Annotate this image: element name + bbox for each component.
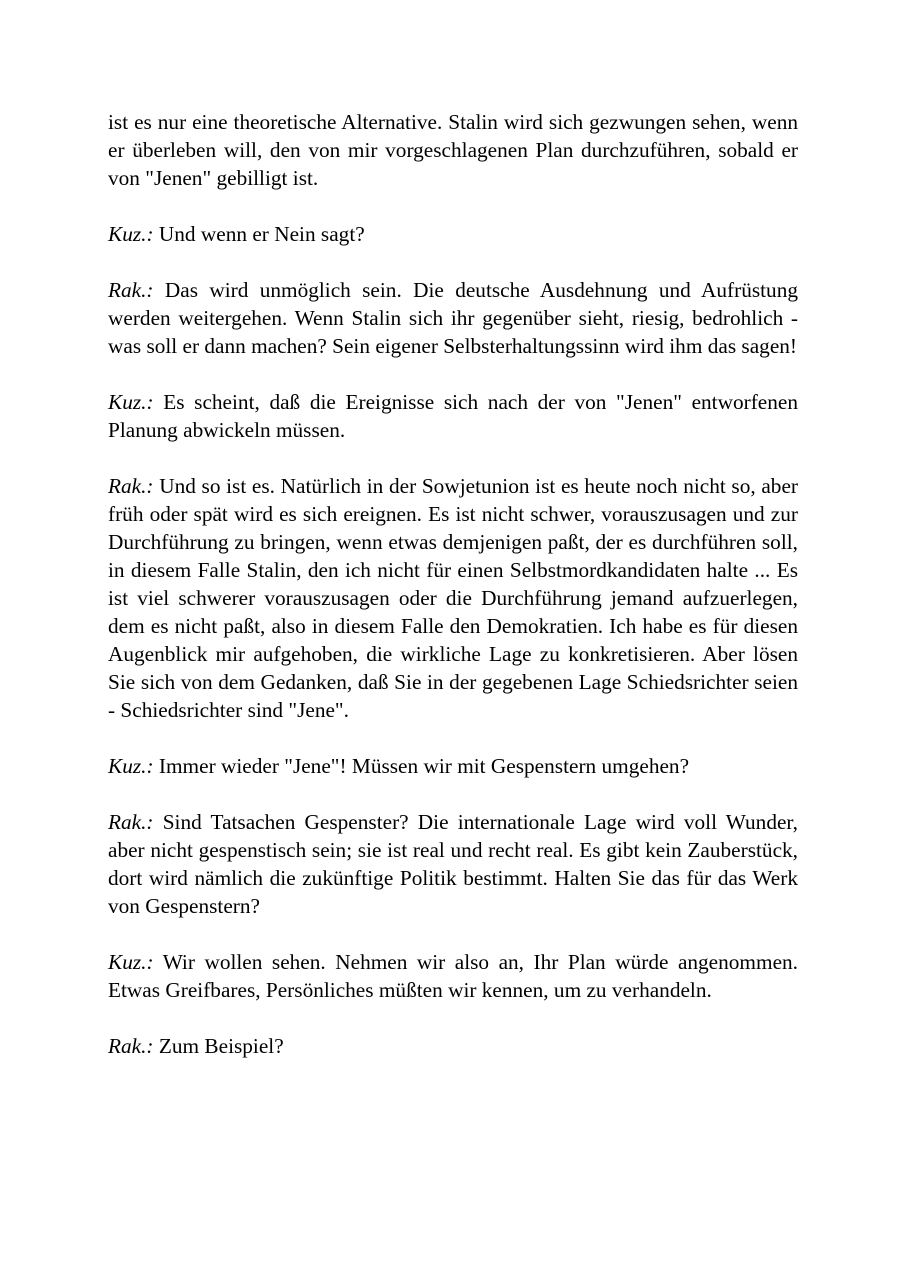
dialogue-paragraph bbox=[108, 276, 798, 360]
paragraph-text: ist es nur eine theoretische Alternative. Stalin wird sich gezwungen sehen, wenn er überleben will, den von mir vorgeschlagenen Plan durchzuführen, sobald er von "Jenen" gebilligt ist. bbox=[108, 110, 798, 190]
continuation-paragraph bbox=[108, 108, 798, 192]
dialogue-paragraph bbox=[108, 948, 798, 1004]
paragraph-text: Das wird unmöglich sein. Die deutsche Ausdehnung und Aufrüstung werden weitergehen. Wenn Stalin sich ihr gegenüber sieht, riesig, bedrohlich - was soll er dann machen? Sein eigener Selbsterhaltungssinn wird ihm das sagen! bbox=[108, 278, 798, 358]
paragraph-text: Und so ist es. Natürlich in der Sowjetunion ist es heute noch nicht so, aber früh oder spät wird es sich ereignen. Es ist nicht schwer, vorauszusagen und zur Durchführung zu bringen, wenn etwas demjenigen paßt, der es durchführen soll, in diesem Falle Stalin, den ich nicht für einen Selbstmordkandidaten halte ... Es ist viel schwerer vorauszusagen oder die Durchführung jemand aufzuerlegen, dem es nicht paßt, also in diesem Falle den Demokratien. Ich habe es für diesen Augenblick mir aufgehoben, die wirkliche Lage zu konkretisieren. Aber lösen Sie sich von dem Gedanken, daß Sie in der gegebenen Lage Schiedsrichter seien - Schiedsrichter sind "Jene". bbox=[108, 474, 799, 722]
speaker-label: Kuz.: bbox=[108, 222, 154, 246]
speaker-label: Kuz.: bbox=[108, 950, 154, 974]
dialogue-paragraph bbox=[108, 472, 798, 724]
speaker-label: Kuz.: bbox=[108, 390, 154, 414]
speaker-label: Rak.: bbox=[108, 810, 154, 834]
dialogue-paragraph bbox=[108, 388, 798, 444]
dialogue-paragraph bbox=[108, 808, 798, 920]
dialogue-paragraph bbox=[108, 752, 798, 780]
speaker-label: Kuz.: bbox=[108, 754, 154, 778]
paragraph-text: Sind Tatsachen Gespenster? Die internationale Lage wird voll Wunder, aber nicht gespenstisch sein; sie ist real und recht real. Es gibt kein Zauberstück, dort wird nämlich die zukünftige Politik bestimmt. Halten Sie das für das Werk von Gespenstern? bbox=[108, 810, 798, 918]
speaker-label: Rak.: bbox=[108, 1034, 154, 1058]
document-page bbox=[108, 108, 798, 1088]
dialogue-paragraph bbox=[108, 220, 798, 248]
paragraph-text: Es scheint, daß die Ereignisse sich nach der von "Jenen" entworfenen Planung abwickeln müssen. bbox=[108, 390, 799, 442]
paragraph-text: Zum Beispiel? bbox=[158, 1034, 284, 1058]
speaker-label: Rak.: bbox=[108, 474, 154, 498]
dialogue-paragraph bbox=[108, 1032, 798, 1060]
paragraph-text: Und wenn er Nein sagt? bbox=[158, 222, 365, 246]
paragraph-text: Immer wieder "Jene"! Müssen wir mit Gespenstern umgehen? bbox=[158, 754, 690, 778]
speaker-label: Rak.: bbox=[108, 278, 154, 302]
paragraph-text: Wir wollen sehen. Nehmen wir also an, Ihr Plan würde angenommen. Etwas Greifbares, Persönliches müßten wir kennen, um zu verhandeln. bbox=[108, 950, 798, 1002]
